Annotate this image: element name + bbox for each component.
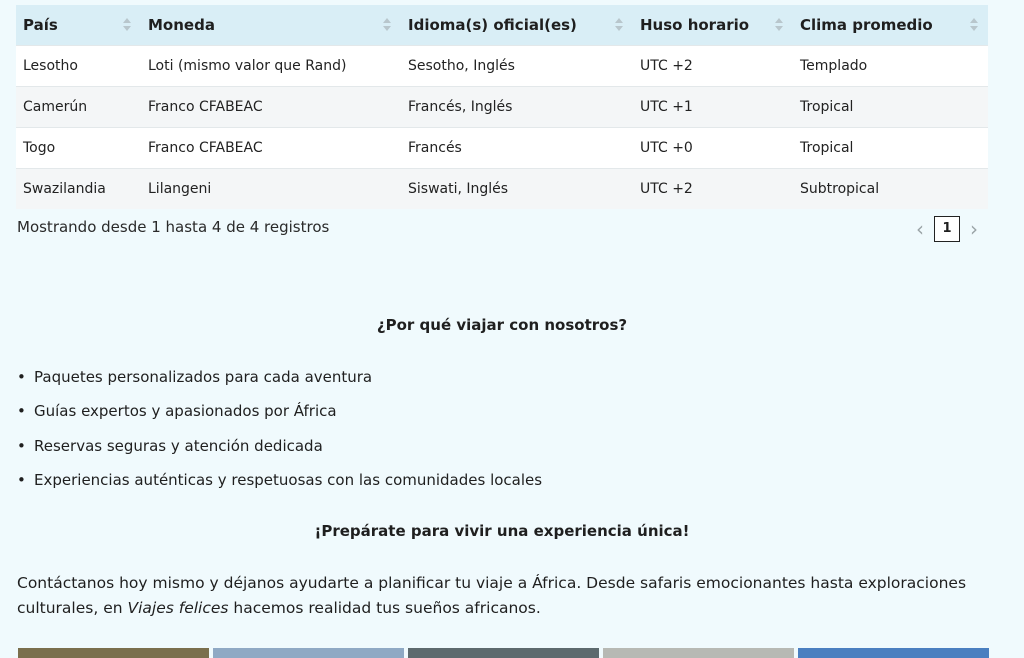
table-cell: Tropical <box>793 128 988 169</box>
chevron-left-icon[interactable]: ‹ <box>916 217 924 241</box>
gallery-image[interactable] <box>408 648 599 658</box>
countries-table-wrapper <box>16 5 988 209</box>
table-cell: UTC +2 <box>633 46 793 87</box>
table-cell: Franco CFABEAC <box>141 128 401 169</box>
page-button-1[interactable]: 1 <box>934 216 960 242</box>
gallery-image[interactable] <box>603 648 794 658</box>
cta-heading: ¡Prepárate para vivir una experiencia única! <box>314 522 690 540</box>
benefits-list <box>17 365 542 502</box>
table-cell: UTC +1 <box>633 87 793 128</box>
contact-text-after: hacemos realidad tus sueños africanos. <box>228 599 541 617</box>
table-cell: Franco CFABEAC <box>141 87 401 128</box>
sort-arrows-icon <box>970 17 978 33</box>
list-item: • Guías expertos y apasionados por África <box>17 399 542 433</box>
table-cell: UTC +2 <box>633 169 793 210</box>
table-row <box>16 46 988 87</box>
table-cell: Swazilandia <box>16 169 141 210</box>
column-header-label: Huso horario <box>640 16 750 34</box>
table-cell: Sesotho, Inglés <box>401 46 633 87</box>
pagination <box>914 216 980 242</box>
sort-arrows-icon <box>615 17 623 33</box>
column-header-label: País <box>23 16 58 34</box>
sort-arrows-icon <box>383 17 391 33</box>
why-travel-heading: ¿Por qué viajar con nosotros? <box>376 316 628 334</box>
column-header-pais[interactable] <box>16 5 141 46</box>
column-header-huso-horario[interactable] <box>633 5 793 46</box>
table-cell: Camerún <box>16 87 141 128</box>
image-gallery <box>18 648 989 658</box>
sort-arrows-icon <box>123 17 131 33</box>
table-cell: Siswati, Inglés <box>401 169 633 210</box>
list-item: • Paquetes personalizados para cada aventura <box>17 365 542 399</box>
column-header-label: Clima promedio <box>800 16 933 34</box>
chevron-right-icon[interactable]: › <box>970 217 978 241</box>
column-header-clima[interactable] <box>793 5 988 46</box>
list-item: • Reservas seguras y atención dedicada <box>17 434 542 468</box>
sort-arrows-icon <box>775 17 783 33</box>
gallery-image[interactable] <box>18 648 209 658</box>
table-cell: Lilangeni <box>141 169 401 210</box>
column-header-label: Idioma(s) oficial(es) <box>408 16 577 34</box>
table-cell: Tropical <box>793 87 988 128</box>
table-cell: UTC +0 <box>633 128 793 169</box>
contact-paragraph <box>17 571 997 621</box>
table-info: Mostrando desde 1 hasta 4 de 4 registros <box>17 218 330 236</box>
table-cell: Togo <box>16 128 141 169</box>
table-cell: Loti (mismo valor que Rand) <box>141 46 401 87</box>
gallery-image[interactable] <box>213 648 404 658</box>
table-cell: Subtropical <box>793 169 988 210</box>
table-row <box>16 169 988 210</box>
column-header-label: Moneda <box>148 16 215 34</box>
column-header-moneda[interactable] <box>141 5 401 46</box>
table-cell: Francés <box>401 128 633 169</box>
table-cell: Francés, Inglés <box>401 87 633 128</box>
countries-table <box>16 5 988 209</box>
table-row <box>16 128 988 169</box>
contact-text-before: Contáctanos hoy mismo y déjanos ayudarte a planificar tu viaje a África. Desde safaris emocionantes hasta exploraciones culturales, en <box>17 574 967 617</box>
table-cell: Lesotho <box>16 46 141 87</box>
column-header-idiomas[interactable] <box>401 5 633 46</box>
gallery-image[interactable] <box>798 648 989 658</box>
table-header-row <box>16 5 988 46</box>
table-cell: Templado <box>793 46 988 87</box>
table-row <box>16 87 988 128</box>
brand-name: Viajes felices <box>127 599 229 617</box>
list-item: • Experiencias auténticas y respetuosas con las comunidades locales <box>17 468 542 502</box>
